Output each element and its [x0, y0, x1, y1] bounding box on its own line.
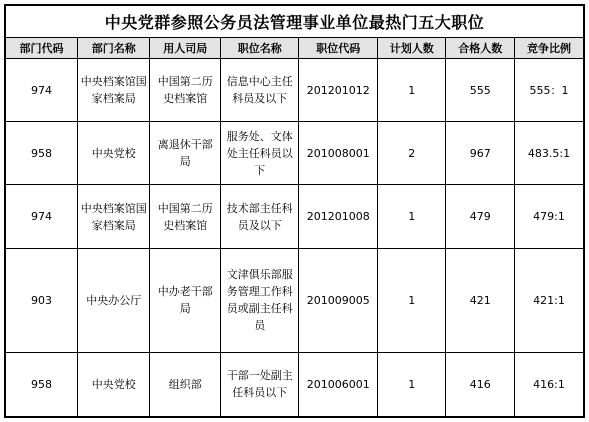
- table-row: [5, 59, 584, 122]
- cell-position-code: 201201012: [299, 59, 378, 122]
- cell-dept-code: 958: [5, 352, 77, 417]
- table-row: [5, 185, 584, 248]
- header-row: [5, 37, 584, 58]
- cell-dept-code: 958: [5, 122, 77, 185]
- header-dept-name: 部门名称: [77, 37, 149, 58]
- cell-position: 服务处、文体处主任科员以下: [220, 122, 299, 185]
- cell-planned: 2: [378, 122, 446, 185]
- cell-dept-name: 中央党校: [77, 122, 149, 185]
- cell-dept-code: 903: [5, 248, 77, 352]
- cell-ratio: 416:1: [514, 352, 584, 417]
- cell-dept-code: 974: [5, 59, 77, 122]
- cell-dept-code: 974: [5, 185, 77, 248]
- cell-position: 信息中心主任科员及以下: [220, 59, 299, 122]
- table-frame: [4, 4, 585, 418]
- header-bureau: 用人司局: [150, 37, 220, 58]
- cell-ratio: 421:1: [514, 248, 584, 352]
- cell-planned: 1: [378, 352, 446, 417]
- header-dept-code: 部门代码: [5, 37, 77, 58]
- header-ratio: 竞争比例: [514, 37, 584, 58]
- cell-ratio: 479:1: [514, 185, 584, 248]
- cell-dept-name: 中央档案馆国家档案局: [77, 185, 149, 248]
- cell-position: 文津俱乐部服务管理工作科员或副主任科员: [220, 248, 299, 352]
- cell-planned: 1: [378, 59, 446, 122]
- cell-ratio: 483.5:1: [514, 122, 584, 185]
- cell-position: 技术部主任科员及以下: [220, 185, 299, 248]
- cell-dept-name: 中央办公厅: [77, 248, 149, 352]
- cell-bureau: 组织部: [150, 352, 220, 417]
- header-position: 职位名称: [220, 37, 299, 58]
- table-row: [5, 248, 584, 352]
- cell-bureau: 离退休干部局: [150, 122, 220, 185]
- table-row: [5, 352, 584, 417]
- cell-qualified: 416: [446, 352, 514, 417]
- title-row: [5, 5, 584, 37]
- table-title: 中央党群参照公务员法管理事业单位最热门五大职位: [5, 5, 584, 37]
- cell-bureau: 中国第二历史档案馆: [150, 59, 220, 122]
- header-planned: 计划人数: [378, 37, 446, 58]
- cell-bureau: 中国第二历史档案馆: [150, 185, 220, 248]
- cell-ratio: 555：1: [514, 59, 584, 122]
- table-row: [5, 122, 584, 185]
- cell-qualified: 479: [446, 185, 514, 248]
- cell-position-code: 201006001: [299, 352, 378, 417]
- cell-bureau: 中办老干部局: [150, 248, 220, 352]
- header-position-code: 职位代码: [299, 37, 378, 58]
- cell-dept-name: 中央档案馆国家档案局: [77, 59, 149, 122]
- cell-position: 干部一处副主任科员以下: [220, 352, 299, 417]
- cell-position-code: 201009005: [299, 248, 378, 352]
- positions-table: [4, 4, 585, 418]
- header-qualified: 合格人数: [446, 37, 514, 58]
- cell-planned: 1: [378, 185, 446, 248]
- cell-qualified: 967: [446, 122, 514, 185]
- cell-qualified: 555: [446, 59, 514, 122]
- cell-qualified: 421: [446, 248, 514, 352]
- cell-position-code: 201201008: [299, 185, 378, 248]
- cell-dept-name: 中央党校: [77, 352, 149, 417]
- cell-position-code: 201008001: [299, 122, 378, 185]
- cell-planned: 1: [378, 248, 446, 352]
